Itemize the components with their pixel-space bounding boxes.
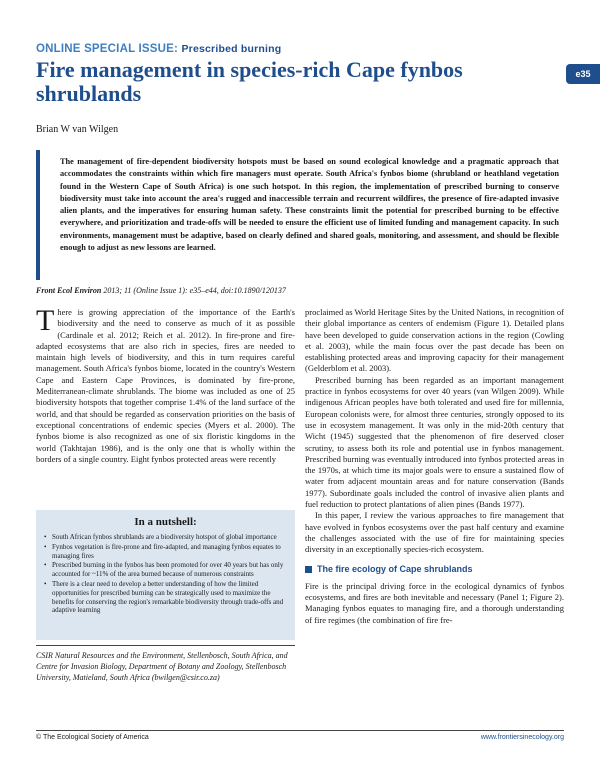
footer-url[interactable]: www.frontiersinecology.org [480,734,564,741]
page-number-tab: e35 [566,64,600,84]
bullet-icon: • [44,533,47,541]
body-column-right [305,307,564,626]
bullet-icon: • [44,561,47,570]
nutshell-item: • Prescribed burning in the fynbos has been promoted for over 40 years but has only accounted for ~11% of the area burned because of numerous constraints [44,561,284,579]
series-label [36,43,281,55]
series-special-issue: SPECIAL ISSUE: [84,43,179,55]
section-heading [305,564,564,575]
intro-paragraph-text: here is growing appreciation of the importance of the Earth's biodiversity and the need to conserve as much of it as possible (Cardinale et al. 2012; Reich et al. 2012). In fire-prone and fire-adapted ecosystems that are also rich in species, fires are needed to maintain high levels of biodiversity, and this in turn requires careful management. South Africa's fynbos biome, located in the country's Western Cape and Eastern Cape Provinces, is dominated by fire-prone, Mediterranean-climate shrublands. The biome was included as one of 25 biodiversity hotspots that together comprise 1.4% of the land surface of the world, and that should be regarded as conservation priorities on the basis of exceptional concentrations of endemic species (Myers et al. 2000). The fynbos biome is also recognized as one of six floristic kingdoms in the world (Takhtajan 1986), and is the only one that is wholly within the borders of a single country. Eight fynbos protected areas were recently [36,307,295,464]
body-column-left [36,304,295,465]
drop-cap: T [36,304,55,337]
intro-paragraph [36,304,295,465]
citation-details: 2013; 11 (Online Issue 1): e35–e44, doi:10.1890/120137 [101,286,286,295]
author-affiliation: CSIR Natural Resources and the Environment, Stellenbosch, South Africa, and Centre for Invasion Biology, Department of Botany and Zoology, Stellenbosch University, Matieland, South Africa (bwilgen@csir.co.za) [36,645,295,684]
section-heading-text: The fire ecology of Cape shrublands [317,563,473,574]
article-title: Fire management in species-rich Cape fynbos shrublands [36,57,463,106]
nutshell-box [36,510,295,640]
footer-rule [36,730,564,731]
nutshell-item: • South African fynbos shrublands are a biodiversity hotspot of global importance [44,533,277,541]
bullet-icon: • [44,579,47,588]
body-paragraph: Prescribed burning has been regarded as an important management practice in fynbos ecosystems for over 40 years (van Wilgen 2009). While indigenous African peoples have both tolerated and used fire for millennia, European colonists were, for almost three centuries, strongly opposed to its use in ecosystem management. It was only in the mid-20th century that Wicht (1945) suggested that the phenomenon of fire deserved closer scrutiny, to assess both its role and potential use in fynbos management. Prescribed burning was eventually introduced into fynbos protected areas in the 1970s, at which time its major goals were to ensure a sustained flow of water from adjacent mountain areas and for nature conservation (Bands 1977). Subordinate goals included the control of invasive alien plants and fuel reduction to protect plantations of alien pines (Bands 1977). [305,374,564,510]
body-paragraph: proclaimed as World Heritage Sites by the United Nations, in recognition of their global importance as centers of endemism (Figure 1). Detailed plans have been developed to guide conservation actions in the region (Cowling et al. 2003), while the main focus over the past decade has been on establishing protected areas and improving capacity for their management (Gelderblom et al. 2003). [305,307,564,374]
abstract: The management of fire-dependent biodiversity hotspots must be based on sound ecological knowledge and a pragmatic approach that accommodates the constraints within which fire managers must operate. South Africa's fynbos biome (shrubland or heathland vegetation found in the Western Cape of South Africa) is one such hotspot. In this region, the implementation of prescribed burning to conserve biodiversity must take into account the area's rugged and inaccessible terrain and recurrent wildfires, the presence of fire-adapted invasive alien plants, and the imperatives for ensuring human safety. These constraints limit the potential for prescribed burning to be effective everywhere, and prioritization and trade-offs will be needed to ensure the efficient use of limited funding and management capacity. In such environments, management must be adaptive, based on clearly defined and shared goals, monitoring, and assessment, and should be flexible enough to adjust as new lessons are learned. [36,150,563,280]
series-topic: Prescribed burning [181,43,282,55]
body-paragraph: Fire is the principal driving force in the ecological dynamics of fynbos ecosystems, and fires are both inevitable and necessary (Panel 1; Figure 2). Managing fynbos equates to managing fire, and a thorough understanding of fire regimes (the combination of fire fre- [305,580,564,625]
nutshell-list [44,533,287,615]
citation-journal: Front Ecol Environ [36,286,102,295]
nutshell-item: • Fynbos vegetation is fire-prone and fire-adapted, and managing fynbos equates to managing fires [44,542,281,560]
nutshell-item: • There is a clear need to develop a better understanding of how the limited opportunities for prescribed burning can be strategically used to maximize the benefits for conserving the region's remarkable biodiversity through trade-offs and adaptive learning [44,579,284,615]
bullet-icon: • [44,542,47,551]
square-bullet-icon [305,566,312,573]
footer-copyright: © The Ecological Society of America [36,734,149,741]
citation [36,286,286,295]
author-name: Brian W van Wilgen [36,124,119,135]
body-paragraph: In this paper, I review the various approaches to fire management that have evolved in fynbos ecosystems over the past half century and examine the challenges associated with the use of fire for maintaining species diversity in an exceptionally species-rich ecosystem. [305,510,564,555]
nutshell-title: In a nutshell: [134,516,197,528]
series-online: ONLINE [36,43,81,55]
